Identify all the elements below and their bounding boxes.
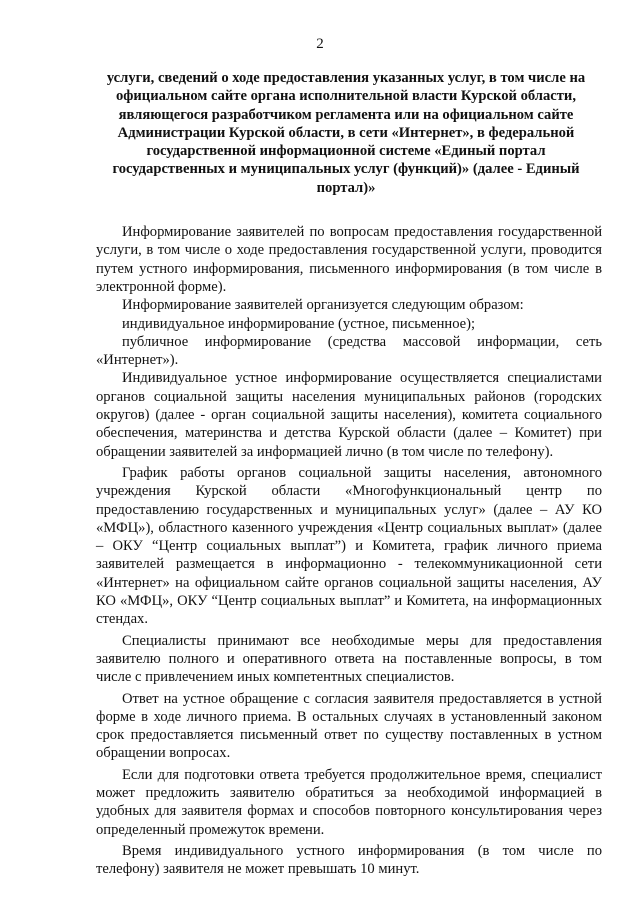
paragraph-intro: Информирование заявителей по вопросам предоставления государственной услуги, в том числе о ходе предоставления государственной услуги, проводится путем устного информирования, письменного информирования (в том числе в электронной форме). — [96, 224, 602, 295]
document-body — [96, 223, 602, 878]
paragraph-time-limit: Время индивидуального устного информирования (в том числе по телефону) заявителя не может превышать 10 минут. — [96, 842, 602, 878]
paragraph-organization: Информирование заявителей организуется следующим образом: — [122, 297, 524, 314]
paragraph-public: публичное информирование (средства массовой информации, сеть «Интернет»). — [96, 333, 602, 369]
paragraph-preparation: Если для подготовки ответа требуется продолжительное время, специалист может предложить заявителю обратиться за необходимой информацией в удобных для заявителя формах и способов повторного консультирования через определенный промежуток времени. — [96, 766, 602, 838]
paragraph-specialists: Специалисты принимают все необходимые меры для предоставления заявителю полного и оперативного ответа на поставленные вопросы, в том числе с привлечением иных компетентных специалистов. — [96, 632, 602, 686]
paragraph-oral-answer: Ответ на устное обращение с согласия заявителя предоставляется в устной форме в ходе личного приема. В остальных случаях в установленный законом срок предоставляется письменный ответ по существу поставленных в устном обращении вопросах. — [96, 690, 602, 762]
page-number: 2 — [316, 36, 324, 52]
section-heading: услуги, сведений о ходе предоставления указанных услуг, в том числе на официальном сайте органа исполнительной власти Курской области, являющегося разработчиком регламента или на официальном сайте Администрации Курской области, в сети «Интернет», в федеральной государственной информационной системе «Единый портал государственных и муниципальных услуг (функций)» (далее - Единый портал)» — [106, 70, 586, 196]
paragraph-individual: индивидуальное информирование (устное, письменное); — [122, 315, 476, 332]
paragraph-schedule: График работы органов социальной защиты населения, автономного учреждения Курской области «Многофункциональный центр по предоставлению государственных и муниципальных услуг» (далее – АУ КО «МФЦ»), областного казенного учреждения «Центр социальных выплат» (далее – ОКУ “Центр социальных выплат”) и Комитета, график личного приема заявителей размещается в информационно - телекоммуникационной сети «Интернет» на официальном сайте органов социальной защиты населения, АУ КО «МФЦ», ОКУ “Центр социальных выплат” и Комитета, на информационных стендах. — [96, 464, 602, 628]
paragraph-oral-informing: Индивидуальное устное информирование осуществляется специалистами органов социальной защиты населения муниципальных районов (городских округов) (далее - орган социальной защиты населения), комитета социального обеспечения, материнства и детства Курской области (далее – Комитет) при обращении заявителей за информацией лично (в том числе по телефону). — [96, 370, 602, 460]
